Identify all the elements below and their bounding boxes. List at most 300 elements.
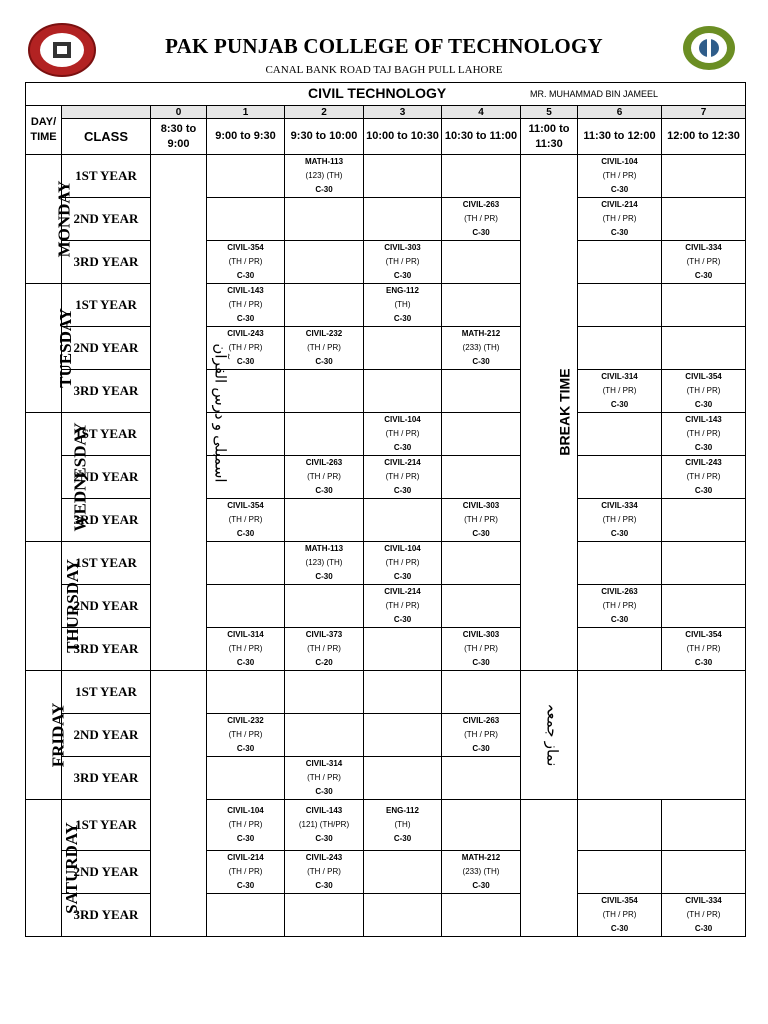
subject-entry (442, 714, 520, 756)
class-number-blank (62, 106, 151, 119)
class-slot (285, 894, 364, 937)
schedule-row (26, 894, 746, 937)
college-address: CANAL BANK ROAD TAJ BAGH PULL LAHORE (265, 64, 503, 76)
subject-entry (364, 456, 441, 498)
subject-code: CIVIL-104 (384, 415, 421, 424)
subject-entry (364, 804, 441, 846)
time-slot: 9:30 to 10:00 (285, 119, 364, 155)
subject-entry (207, 241, 284, 283)
assembly-column-blank (151, 671, 207, 937)
subject-type: (TH / PR) (602, 515, 637, 524)
class-slot (207, 628, 285, 671)
timetable (25, 82, 746, 937)
class-slot (285, 456, 364, 499)
subject-type: (TH / PR) (602, 910, 637, 919)
class-slot (285, 628, 364, 671)
subject-entry (578, 198, 661, 240)
subject-entry (285, 542, 363, 584)
subject-type: (TH / PR) (228, 300, 263, 309)
day-label-wednesday: WEDNESDAY (26, 413, 62, 542)
class-slot (285, 241, 364, 284)
time-slot: 8:30 to 9:00 (151, 119, 207, 155)
year-label: 1ST YEAR (62, 542, 151, 585)
class-slot (364, 628, 442, 671)
subject-room: C-30 (472, 881, 490, 890)
year-label: 3RD YEAR (62, 628, 151, 671)
year-label: 1ST YEAR (62, 671, 151, 714)
subject-room: C-30 (393, 486, 412, 495)
subject-type: (TH / PR) (228, 867, 263, 876)
class-slot (442, 241, 521, 284)
subject-type: (TH / PR) (385, 558, 420, 567)
subject-code: CIVIL-214 (227, 853, 264, 862)
col-number: 0 (151, 106, 207, 119)
year-label: 3RD YEAR (62, 757, 151, 800)
subject-room: C-30 (472, 658, 490, 667)
subject-type: (TH) (394, 300, 411, 309)
class-slot (578, 585, 662, 628)
subject-entry (442, 499, 520, 541)
col-number: 7 (662, 106, 746, 119)
time-slot: 11:30 to 12:00 (578, 119, 662, 155)
class-slot (364, 241, 442, 284)
class-slot (442, 198, 521, 241)
subject-entry (207, 804, 284, 846)
class-slot (364, 327, 442, 370)
subject-code: CIVIL-104 (227, 806, 264, 815)
subject-code: CIVIL-243 (227, 329, 264, 338)
class-slot (662, 413, 746, 456)
class-slot (285, 851, 364, 894)
subject-type: (TH / PR) (307, 644, 341, 653)
schedule-row (26, 155, 746, 198)
subject-code: CIVIL-314 (227, 630, 264, 639)
class-slot (442, 757, 521, 800)
subject-type: (TH / PR) (602, 386, 637, 395)
number-row (26, 106, 746, 119)
subject-type: (TH / PR) (464, 730, 498, 739)
subject-type: (TH / PR) (307, 867, 341, 876)
class-slot (285, 155, 364, 198)
class-slot (207, 155, 285, 198)
class-slot (662, 370, 746, 413)
subject-code: CIVIL-263 (462, 716, 500, 725)
col-number: 5 (521, 106, 578, 119)
subject-room: C-30 (393, 834, 412, 843)
class-slot (285, 499, 364, 542)
class-slot (285, 800, 364, 851)
class-slot (662, 456, 746, 499)
class-slot (442, 714, 521, 757)
day-label-saturday: SATURDAY (26, 800, 62, 937)
col-number: 2 (285, 106, 364, 119)
subject-type: (TH / PR) (228, 343, 263, 352)
class-slot (207, 757, 285, 800)
year-label: 3RD YEAR (62, 370, 151, 413)
subject-room: C-30 (393, 572, 412, 581)
subject-room: C-30 (315, 185, 333, 194)
subject-room: C-30 (236, 357, 255, 366)
class-slot (442, 542, 521, 585)
class-slot (578, 327, 662, 370)
subject-type: (TH / PR) (385, 472, 420, 481)
schedule-row (26, 628, 746, 671)
class-slot (364, 757, 442, 800)
subject-type: (TH / PR) (307, 472, 341, 481)
class-slot (207, 851, 285, 894)
subject-entry (662, 370, 745, 412)
class-slot (207, 585, 285, 628)
day-label-friday: FRIDAY (26, 671, 62, 800)
subject-room: C-30 (393, 271, 412, 280)
subject-room: C-30 (610, 615, 629, 624)
class-slot (364, 413, 442, 456)
subject-entry (285, 628, 363, 670)
class-slot (285, 757, 364, 800)
year-label: 3RD YEAR (62, 241, 151, 284)
subject-entry (285, 804, 363, 846)
subject-room: C-30 (315, 357, 333, 366)
class-slot (578, 894, 662, 937)
subject-room: C-30 (315, 881, 333, 890)
subject-code: CIVIL-232 (227, 716, 264, 725)
day-label-tuesday: TUESDAY (26, 284, 62, 413)
subject-room: C-30 (694, 271, 713, 280)
subject-type: (TH) (394, 820, 411, 829)
subject-type: (TH / PR) (228, 644, 263, 653)
class-slot (364, 800, 442, 851)
subject-code: CIVIL-354 (685, 630, 722, 639)
subject-entry (207, 851, 284, 893)
class-slot (662, 241, 746, 284)
subject-code: CIVIL-243 (685, 458, 722, 467)
subject-entry (364, 284, 441, 326)
class-slot (442, 370, 521, 413)
subject-room: C-30 (610, 400, 629, 409)
class-slot (442, 413, 521, 456)
subject-code: CIVIL-243 (305, 853, 343, 862)
class-slot (578, 628, 662, 671)
class-slot (285, 327, 364, 370)
subject-code: CIVIL-303 (462, 501, 500, 510)
subject-room: C-30 (610, 529, 629, 538)
subject-room: C-30 (236, 271, 255, 280)
schedule-row (26, 370, 746, 413)
class-slot (578, 241, 662, 284)
subject-entry (285, 851, 363, 893)
class-slot (364, 585, 442, 628)
year-label: 1ST YEAR (62, 284, 151, 327)
class-slot (578, 284, 662, 327)
class-slot (364, 542, 442, 585)
subject-code: CIVIL-104 (384, 544, 421, 553)
subject-type: (TH / PR) (602, 171, 637, 180)
subject-entry (662, 628, 745, 670)
subject-code: MATH-113 (304, 544, 344, 553)
class-slot (364, 456, 442, 499)
subject-type: (TH / PR) (464, 644, 498, 653)
time-slot: 11:00 to 11:30 (521, 119, 578, 155)
schedule-row (26, 284, 746, 327)
subject-type: (TH / PR) (686, 910, 721, 919)
subject-room: C-30 (610, 924, 629, 933)
class-slot (662, 155, 746, 198)
subject-room: C-30 (236, 834, 255, 843)
class-slot (442, 585, 521, 628)
subject-type: (TH / PR) (464, 214, 498, 223)
year-label: 2ND YEAR (62, 456, 151, 499)
subject-type: (121) (TH/PR) (298, 820, 350, 829)
class-slot (285, 585, 364, 628)
class-slot (662, 327, 746, 370)
subject-entry (578, 370, 661, 412)
year-label: 1ST YEAR (62, 413, 151, 456)
class-slot (442, 628, 521, 671)
subject-room: C-30 (393, 314, 412, 323)
year-label: 2ND YEAR (62, 198, 151, 241)
subject-code: CIVIL-263 (601, 587, 638, 596)
class-slot (662, 499, 746, 542)
class-slot (207, 894, 285, 937)
teacher-name: MR. MUHAMMAD BIN JAMEEL (530, 89, 659, 99)
subject-code: CIVIL-232 (305, 329, 343, 338)
subject-code: CIVIL-143 (685, 415, 722, 424)
subject-code: CIVIL-214 (601, 200, 638, 209)
schedule-row (26, 198, 746, 241)
friday-empty-block (578, 671, 746, 800)
subject-entry (207, 714, 284, 756)
subject-code: CIVIL-354 (227, 243, 264, 252)
schedule-row (26, 542, 746, 585)
col-number: 3 (364, 106, 442, 119)
subject-entry (578, 499, 661, 541)
class-slot (442, 894, 521, 937)
class-slot (364, 198, 442, 241)
board-logo-right (681, 24, 737, 72)
subject-entry (285, 757, 363, 799)
subject-entry (207, 284, 284, 326)
subject-entry (207, 499, 284, 541)
time-slot: 10:30 to 11:00 (442, 119, 521, 155)
subject-entry (364, 413, 441, 455)
subject-room: C-20 (315, 658, 333, 667)
class-slot (662, 585, 746, 628)
class-header: CLASS (62, 119, 151, 155)
schedule-row (26, 327, 746, 370)
subject-code: CIVIL-354 (601, 896, 638, 905)
class-slot (364, 894, 442, 937)
subject-type: (123) (TH) (305, 171, 343, 180)
year-label: 2ND YEAR (62, 585, 151, 628)
subject-code: CIVIL-303 (384, 243, 421, 252)
class-slot (364, 370, 442, 413)
class-slot (442, 800, 521, 851)
subject-room: C-30 (610, 228, 629, 237)
subject-room: C-30 (315, 572, 333, 581)
subject-room: C-30 (472, 744, 490, 753)
schedule-row (26, 456, 746, 499)
subject-entry (207, 628, 284, 670)
subject-entry (364, 241, 441, 283)
day-time-header: DAY/ TIME (26, 106, 62, 155)
class-slot (442, 851, 521, 894)
subject-type: (TH / PR) (228, 515, 263, 524)
subject-code: CIVIL-334 (601, 501, 638, 510)
class-slot (207, 800, 285, 851)
subject-code: ENG-112 (386, 806, 419, 815)
class-slot (207, 284, 285, 327)
time-row (26, 119, 746, 155)
subject-code: CIVIL-263 (305, 458, 343, 467)
day-label-monday: MONDAY (26, 155, 62, 284)
subject-type: (TH / PR) (307, 343, 341, 352)
class-slot (578, 542, 662, 585)
subject-code: CIVIL-214 (384, 587, 421, 596)
class-slot (207, 499, 285, 542)
class-slot (578, 413, 662, 456)
title-cell (26, 83, 746, 106)
schedule-row (26, 241, 746, 284)
col-number: 6 (578, 106, 662, 119)
subject-type: (TH / PR) (228, 820, 263, 829)
subject-code: CIVIL-314 (601, 372, 638, 381)
subject-room: C-30 (472, 228, 490, 237)
time-slot: 12:00 to 12:30 (662, 119, 746, 155)
class-slot (285, 671, 364, 714)
friday-prayer-column: نماز جمعہ (521, 671, 578, 800)
subject-entry (442, 628, 520, 670)
subject-entry (364, 542, 441, 584)
subject-code: CIVIL-354 (227, 501, 264, 510)
class-slot (442, 456, 521, 499)
subject-room: C-30 (236, 529, 255, 538)
class-slot (285, 284, 364, 327)
class-slot (662, 198, 746, 241)
class-slot (442, 671, 521, 714)
subject-entry (578, 585, 661, 627)
subject-entry (285, 155, 363, 197)
subject-room: C-30 (472, 529, 490, 538)
subject-type: (TH / PR) (686, 472, 721, 481)
year-label: 3RD YEAR (62, 499, 151, 542)
subject-type: (TH / PR) (385, 429, 420, 438)
class-slot (578, 370, 662, 413)
subject-entry (442, 198, 520, 240)
subject-room: C-30 (610, 185, 629, 194)
subject-room: C-30 (315, 787, 333, 796)
subject-type: (TH / PR) (385, 601, 420, 610)
subject-code: CIVIL-334 (685, 243, 722, 252)
subject-type: (TH / PR) (686, 386, 721, 395)
subject-type: (TH / PR) (686, 429, 721, 438)
subject-room: C-30 (694, 658, 713, 667)
break-time-column: BREAK TIME (521, 155, 578, 671)
subject-entry (578, 894, 661, 936)
class-slot (207, 671, 285, 714)
schedule-row (26, 585, 746, 628)
subject-type: (TH / PR) (602, 214, 637, 223)
subject-entry (578, 155, 661, 197)
department-title: CIVIL TECHNOLOGY (308, 85, 447, 101)
subject-type: (TH / PR) (385, 257, 420, 266)
class-slot (285, 542, 364, 585)
subject-room: C-30 (236, 744, 255, 753)
subject-code: ENG-112 (386, 286, 419, 295)
class-slot (442, 327, 521, 370)
subject-code: CIVIL-143 (227, 286, 264, 295)
subject-type: (233) (TH) (462, 867, 500, 876)
subject-code: MATH-212 (461, 329, 501, 338)
class-slot (662, 800, 746, 851)
subject-code: CIVIL-143 (305, 806, 343, 815)
subject-code: CIVIL-263 (462, 200, 500, 209)
class-slot (662, 894, 746, 937)
class-slot (578, 499, 662, 542)
col-number: 4 (442, 106, 521, 119)
schedule-row (26, 671, 746, 714)
class-slot (442, 499, 521, 542)
subject-code: CIVIL-104 (601, 157, 638, 166)
schedule-row (26, 800, 746, 851)
subject-code: MATH-212 (461, 853, 501, 862)
year-label: 2ND YEAR (62, 327, 151, 370)
subject-room: C-30 (315, 486, 333, 495)
class-slot (662, 628, 746, 671)
subject-entry (662, 241, 745, 283)
subject-code: CIVIL-373 (305, 630, 343, 639)
college-name: PAK PUNJAB COLLEGE OF TECHNOLOGY (165, 34, 603, 58)
subject-entry (442, 327, 520, 369)
subject-room: C-30 (236, 314, 255, 323)
subject-room: C-30 (694, 924, 713, 933)
subject-code: CIVIL-314 (305, 759, 343, 768)
subject-code: CIVIL-354 (685, 372, 722, 381)
subject-entry (364, 585, 441, 627)
col-number: 1 (207, 106, 285, 119)
subject-type: (TH / PR) (228, 730, 263, 739)
subject-type: (TH / PR) (686, 644, 721, 653)
subject-room: C-30 (393, 443, 412, 452)
class-slot (578, 851, 662, 894)
class-slot (207, 714, 285, 757)
subject-room: C-30 (694, 400, 713, 409)
subject-code: CIVIL-214 (384, 458, 421, 467)
title-row (26, 83, 746, 106)
subject-entry (662, 894, 745, 936)
class-slot (662, 284, 746, 327)
subject-type: (TH / PR) (602, 601, 637, 610)
subject-room: C-30 (315, 834, 333, 843)
subject-room: C-30 (393, 615, 412, 624)
year-label: 3RD YEAR (62, 894, 151, 937)
subject-code: CIVIL-303 (462, 630, 500, 639)
class-slot (207, 542, 285, 585)
subject-entry (662, 413, 745, 455)
subject-room: C-30 (694, 443, 713, 452)
year-label: 1ST YEAR (62, 800, 151, 851)
year-label: 1ST YEAR (62, 155, 151, 198)
subject-room: C-30 (472, 357, 490, 366)
class-slot (364, 499, 442, 542)
year-label: 2ND YEAR (62, 714, 151, 757)
class-slot (442, 284, 521, 327)
subject-code: CIVIL-334 (685, 896, 722, 905)
break-column-blank (521, 800, 578, 937)
class-slot (578, 800, 662, 851)
class-slot (578, 155, 662, 198)
class-slot (364, 671, 442, 714)
class-slot (662, 542, 746, 585)
